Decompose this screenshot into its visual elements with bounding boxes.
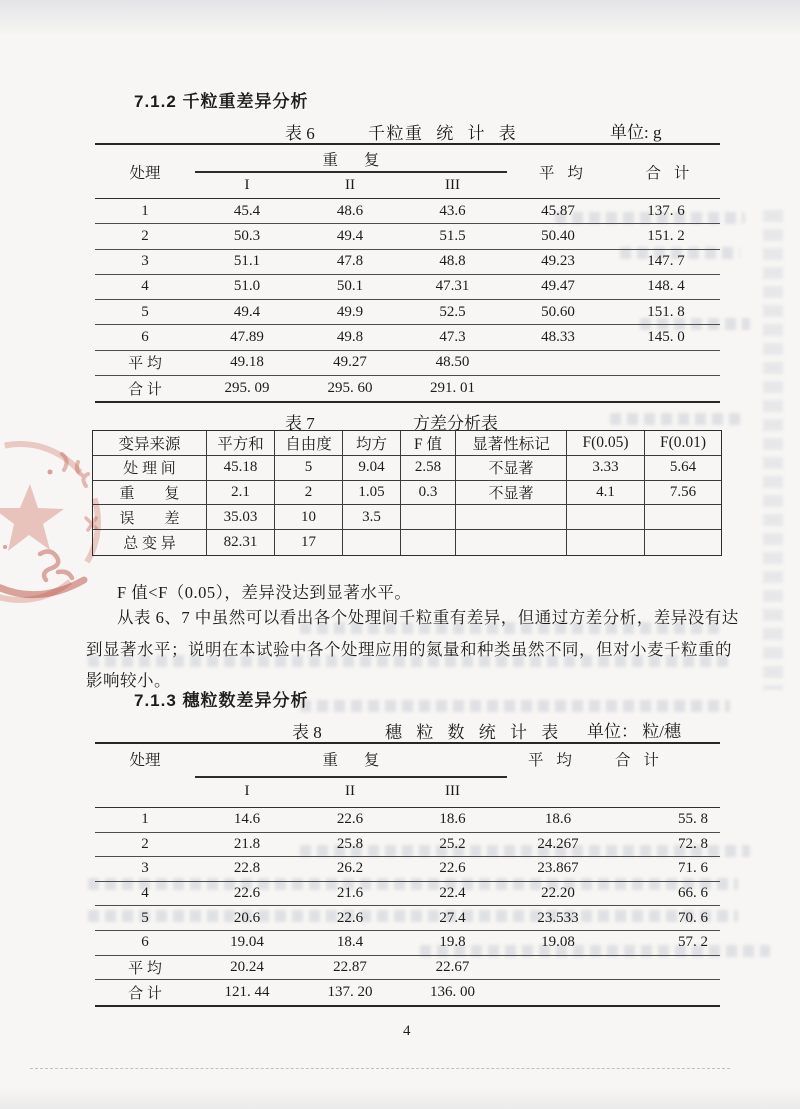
cell: [645, 530, 721, 555]
cell: 22.6: [439, 860, 466, 877]
column-header-rep1: I: [244, 176, 250, 193]
table-row-total: [95, 376, 720, 401]
cell: [401, 530, 456, 555]
cell: 1: [141, 202, 149, 219]
cell: 45.4: [233, 202, 261, 219]
cell: 3.33: [567, 456, 645, 480]
cell: 295. 09: [224, 379, 270, 396]
cell: 47.89: [230, 328, 264, 345]
column-header-rep3: III: [445, 176, 460, 193]
cell: 45.18: [207, 456, 275, 480]
cell: 27.4: [439, 909, 466, 926]
column-header-rep2: II: [345, 782, 355, 799]
cell: 5: [141, 909, 149, 926]
table-row: [95, 325, 720, 350]
cell: 51.0: [233, 278, 261, 295]
scan-top-edge: [0, 0, 800, 36]
cell: 66. 6: [678, 885, 708, 902]
cell: 48.8: [439, 253, 466, 270]
cell: 49.27: [333, 354, 367, 371]
paragraph-line: 到显著水平；说明在本试验中各个处理应用的氮量和种类虽然不同，但对小麦千粒重的: [86, 639, 732, 659]
cell: 17: [275, 530, 343, 555]
cell: 25.2: [439, 835, 466, 852]
section-heading-712: 7.1.2 千粒重差异分析: [134, 92, 309, 111]
cell: 10: [275, 505, 343, 529]
table-header-row: [93, 431, 721, 456]
cell: [401, 505, 456, 529]
cell: 50.40: [541, 227, 575, 244]
bleed-through-artifact: [610, 413, 740, 425]
cell: 48.6: [336, 202, 364, 219]
cell: 19.08: [541, 934, 575, 951]
cell: 24.267: [537, 835, 579, 852]
column-header: 变异来源: [93, 431, 207, 455]
table-row: [95, 808, 720, 833]
cell: 4: [141, 278, 149, 295]
cell: 137. 20: [327, 983, 373, 1000]
scan-bottom-edge: [0, 1088, 800, 1109]
cell: 147. 7: [647, 253, 685, 270]
column-header: F(0.01): [659, 433, 707, 451]
cell: 2: [141, 227, 149, 244]
cell: 121. 44: [224, 983, 270, 1000]
cell: 4.1: [567, 481, 645, 505]
cell: 合 计: [128, 985, 162, 1002]
table7-caption-label: 表 7: [285, 414, 315, 433]
cell: 18.6: [439, 811, 466, 828]
table6-caption-label: 表 6: [285, 124, 315, 143]
cell: 重 复: [93, 481, 207, 505]
cell: 72. 8: [678, 835, 708, 852]
cell: 48.33: [541, 328, 575, 345]
table-row: [93, 456, 721, 481]
cell: 3: [141, 253, 149, 270]
cell: 2: [275, 481, 343, 505]
table8-caption-label: 表 8: [292, 723, 322, 742]
cell: [567, 505, 645, 529]
table-row: [93, 481, 721, 506]
cell: 不显著: [456, 456, 567, 480]
cell: 总 变 异: [93, 530, 207, 555]
cell: 137. 6: [647, 202, 685, 219]
column-header-rep2: II: [345, 176, 355, 193]
cell: 22.6: [336, 909, 364, 926]
cell: 22.67: [435, 958, 470, 975]
cell: 3: [141, 860, 149, 877]
cell: 22.8: [233, 860, 261, 877]
cell: 49.4: [233, 303, 261, 320]
column-header: 均方: [343, 431, 401, 455]
cell: 47.8: [336, 253, 364, 270]
cell: 82.31: [207, 530, 275, 555]
column-header: F 值: [401, 431, 456, 455]
cell: 45.87: [541, 202, 575, 219]
cell: 5: [141, 303, 149, 320]
cell: 49.23: [541, 253, 575, 270]
cell: 5: [275, 456, 343, 480]
table-row: [95, 250, 720, 275]
table-row-average: [95, 956, 720, 981]
table6-caption-title: 千粒重 统 计 表: [368, 124, 518, 143]
table-row-total: [95, 980, 720, 1005]
cell: 148. 4: [647, 278, 685, 295]
cell: 2.1: [207, 481, 275, 505]
cell: 22.20: [541, 885, 575, 902]
cell: 2: [141, 835, 149, 852]
cell: [343, 530, 401, 555]
cell: 136. 00: [430, 983, 475, 1000]
cell: 52.5: [439, 303, 466, 320]
cell: 6: [141, 328, 149, 345]
cell: 5.64: [669, 459, 697, 476]
cell: 21.8: [233, 835, 261, 852]
cell: [567, 530, 645, 555]
repeat-span-rule: [195, 776, 507, 778]
table-row: [95, 300, 720, 325]
cell: 处 理 间: [93, 456, 207, 480]
column-header-total: 合 计: [645, 164, 690, 182]
column-header-repeat: 重 复: [322, 752, 380, 769]
table6-grain-weight: [95, 143, 720, 403]
cell: 151. 8: [647, 303, 685, 320]
cell: 20.24: [230, 958, 264, 975]
cell: 误 差: [93, 505, 207, 529]
cell: 平 均: [128, 960, 162, 977]
table8-caption-title: 穗 粒 数 统 计 表: [385, 723, 560, 742]
table8-grains-per-spike: [95, 742, 720, 1007]
cell: 不显著: [456, 481, 567, 505]
cell: 70. 6: [678, 909, 708, 926]
cell: 49.8: [336, 328, 364, 345]
column-header-treatment: 处理: [129, 752, 161, 769]
table-row: [95, 224, 720, 249]
cell: [645, 505, 721, 529]
cell: 22.6: [336, 811, 364, 828]
table-row: [93, 530, 721, 555]
cell: 57. 2: [678, 934, 708, 951]
table6-caption-unit: 单位: g: [610, 123, 662, 142]
cell: 19.8: [439, 934, 466, 951]
cell: 23.867: [537, 860, 579, 877]
table-row: [95, 931, 720, 956]
cell: 51.5: [439, 227, 466, 244]
cell: 51.1: [233, 253, 261, 270]
column-header-average: 平 均: [528, 752, 572, 769]
cell: 47.3: [439, 328, 466, 345]
column-header-rep1: I: [244, 782, 250, 799]
cell: 14.6: [233, 811, 261, 828]
bleed-through-artifact: [300, 700, 730, 712]
cell: 19.04: [230, 934, 264, 951]
cell: 49.47: [541, 278, 575, 295]
cell: 50.3: [233, 227, 261, 244]
page-fold-line: [30, 1068, 730, 1069]
column-header: F(0.05): [567, 431, 645, 455]
cell: 22.87: [333, 958, 367, 975]
table-row: [95, 199, 720, 224]
f-value-note: F 值<F（0.05），差异没达到显著水平。: [117, 583, 412, 602]
cell: 2.58: [401, 456, 456, 480]
cell: 23.533: [537, 909, 579, 926]
cell: 71. 6: [678, 860, 708, 877]
cell: 0.3: [401, 481, 456, 505]
cell: 20.6: [233, 909, 261, 926]
paragraph-line: 影响较小。: [86, 671, 171, 690]
paragraph-line: 从表 6、7 中虽然可以看出各个处理间千粒重有差异，但通过方差分析，差异没有达: [117, 608, 739, 627]
cell: 18.6: [544, 811, 572, 828]
cell: 9.04: [343, 456, 401, 480]
cell: [456, 505, 567, 529]
cell: 22.6: [233, 885, 261, 902]
column-header-repeat: 重 复: [322, 152, 380, 169]
cell: 151. 2: [647, 227, 685, 244]
table-row: [95, 906, 720, 931]
cell: 22.4: [439, 885, 466, 902]
column-header-rep3: III: [445, 782, 460, 799]
column-header: 显著性标记: [456, 431, 567, 455]
cell: 48.50: [435, 354, 470, 371]
cell: 295. 60: [327, 379, 373, 396]
cell: 平 均: [128, 356, 162, 373]
table-row-average: [95, 351, 720, 376]
cell: 1.05: [343, 481, 401, 505]
cell: 49.18: [230, 354, 264, 371]
table-row: [95, 882, 720, 907]
analysis-paragraph: [86, 602, 758, 697]
cell: 49.4: [336, 227, 364, 244]
cell: 4: [141, 885, 149, 902]
cell: 50.1: [336, 278, 364, 295]
cell: 50.60: [541, 303, 575, 320]
table-row: [93, 505, 721, 530]
cell: 26.2: [336, 860, 364, 877]
cell: 1: [141, 811, 149, 828]
cell: 47.31: [435, 278, 470, 295]
table-row: [95, 833, 720, 858]
cell: 3.5: [343, 505, 401, 529]
column-header-total: 合 计: [615, 752, 659, 769]
cell: 35.03: [207, 505, 275, 529]
cell: 18.4: [336, 934, 364, 951]
table6-header: [95, 145, 720, 199]
table8-caption-unit: 单位： 粒/穗: [587, 722, 681, 741]
column-header: 平方和: [207, 431, 275, 455]
cell: 43.6: [439, 202, 466, 219]
cell: 25.8: [336, 835, 364, 852]
table-row: [95, 857, 720, 882]
column-header-average: 平 均: [539, 164, 583, 182]
table8-header: [95, 744, 720, 808]
cell: [456, 530, 567, 555]
cell: 49.9: [336, 303, 364, 320]
cell: 21.6: [336, 885, 364, 902]
table-row: [95, 275, 720, 300]
cell: 合 计: [128, 381, 162, 398]
section-heading-713: 7.1.3 穗粒数差异分析: [134, 691, 309, 710]
column-header: 自由度: [275, 431, 343, 455]
column-header-treatment: 处理: [129, 164, 161, 182]
cell: 7.56: [669, 483, 697, 500]
table7-anova: [92, 430, 722, 556]
cell: 6: [141, 934, 149, 951]
bleed-through-artifact: [763, 210, 783, 690]
cell: 55. 8: [678, 811, 708, 828]
page-number: 4: [403, 1023, 411, 1039]
cell: 291. 01: [430, 379, 475, 396]
cell: 145. 0: [647, 328, 685, 345]
table7-caption-title: 方差分析表: [413, 414, 498, 433]
